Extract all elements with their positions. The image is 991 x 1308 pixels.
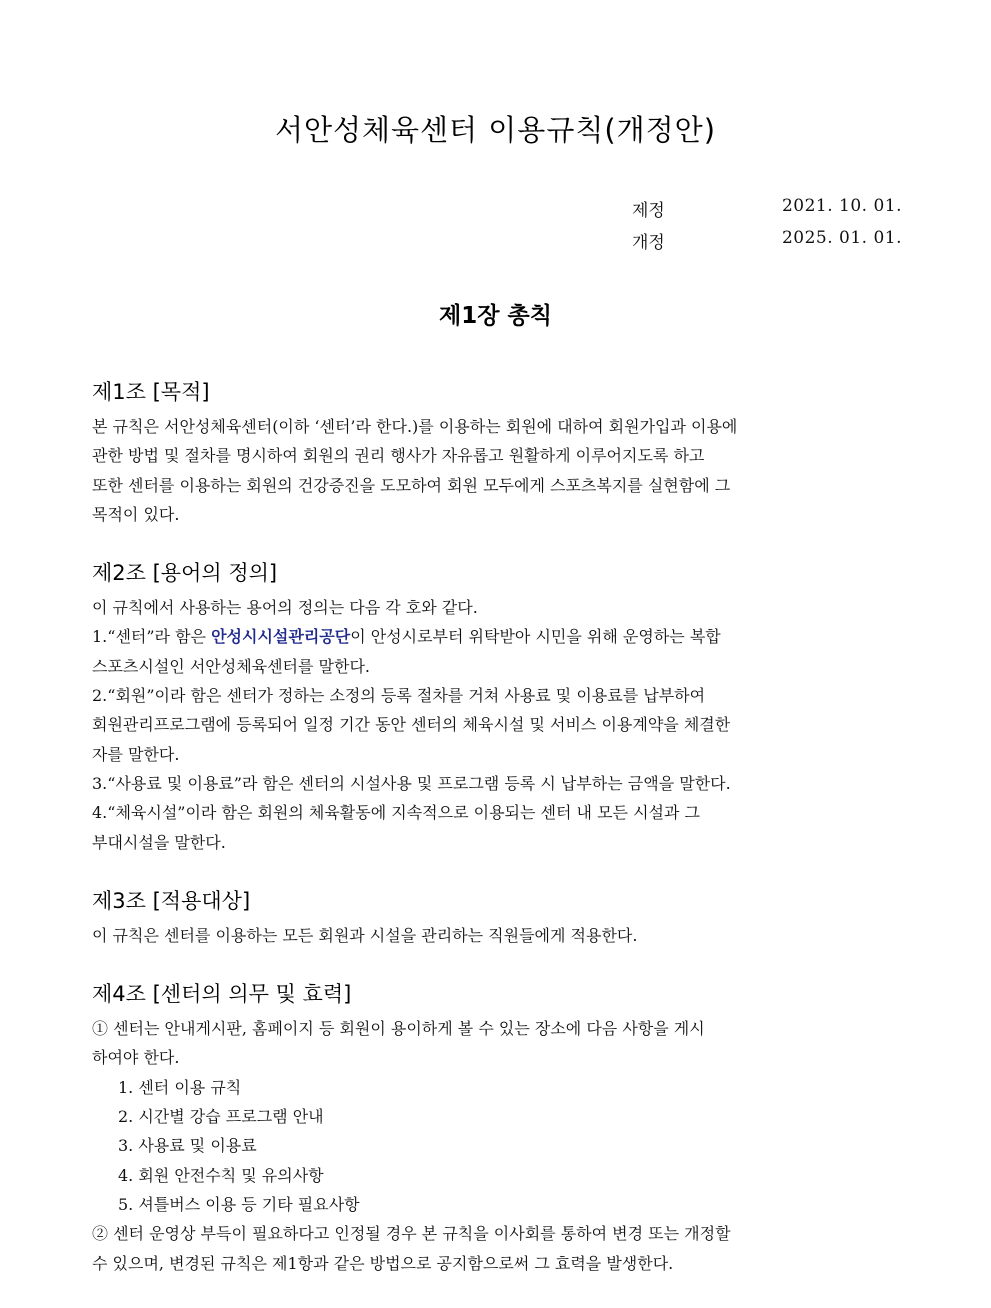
article-1	[92, 378, 902, 529]
document-title: 서안성체육센터 이용규칙(개정안)	[274, 113, 717, 147]
organization-name: 안성시시설관리공단	[211, 627, 351, 647]
definition-item-4: 4.“체육시설”이라 함은 회원의 체육활동에 지속적으로 이용되는 센터 내 모든 시설과 그	[92, 803, 700, 823]
posting-item: 5. 셔틀버스 이용 등 기타 필요사항	[118, 1194, 360, 1214]
article-2-heading: 제2조 [용어의 정의]	[92, 561, 278, 586]
definition-item-4-cont: 부대시설을 말한다.	[92, 832, 226, 852]
paragraph-1: ① 센터는 안내게시판, 홈페이지 등 회원이 용이하게 볼 수 있는 장소에 다음 사항을 게시	[92, 1019, 705, 1039]
revision-date-row	[632, 228, 902, 260]
definition-item-3: 3.“사용료 및 이용료”라 함은 센터의 시설사용 및 프로그램 등록 시 납부하는 금액을 말한다.	[92, 773, 731, 793]
article-3-heading: 제3조 [적용대상]	[92, 888, 251, 913]
article-1-line: 또한 센터를 이용하는 회원의 건강증진을 도모하여 회원 모두에게 스포츠복지를 실현함에 그	[92, 475, 731, 495]
posting-item: 2. 시간별 강습 프로그램 안내	[118, 1107, 324, 1127]
definition-item-1-text: 1.“센터”라 함은	[92, 627, 212, 647]
article-2	[92, 559, 902, 857]
posting-item: 4. 회원 안전수칙 및 유의사항	[118, 1165, 324, 1185]
article-3-line: 이 규칙은 센터를 이용하는 모든 회원과 시설을 관리하는 직원들에게 적용한다.	[92, 925, 638, 945]
definition-item-1-text: 이 안성시로부터 위탁받아 시민을 위해 운영하는 복합	[350, 627, 721, 647]
revision-label: 개정	[632, 233, 665, 253]
paragraph-1-cont: 하여야 한다.	[92, 1048, 180, 1068]
enactment-date: 2021. 10. 01.	[781, 196, 902, 216]
enactment-date-row	[632, 196, 902, 228]
article-4-heading: 제4조 [센터의 의무 및 효력]	[92, 982, 352, 1007]
enactment-label: 제정	[632, 201, 665, 221]
definition-item-1-cont: 스포츠시설인 서안성체육센터를 말한다.	[92, 656, 371, 676]
chapter-heading: 제1장 총칙	[439, 303, 552, 329]
date-block	[632, 196, 902, 260]
article-4	[92, 980, 902, 1278]
definition-item-2-cont: 자를 말한다.	[92, 744, 180, 764]
posting-item: 1. 센터 이용 규칙	[118, 1077, 242, 1097]
article-3	[92, 887, 902, 950]
article-1-line: 목적이 있다.	[92, 504, 180, 524]
article-1-line: 본 규칙은 서안성체육센터(이하 ‘센터’라 한다.)를 이용하는 회원에 대하여 회원가입과 이용에	[92, 417, 738, 436]
paragraph-2: ② 센터 운영상 부득이 필요하다고 인정될 경우 본 규칙을 이사회를 통하여 변경 또는 개정할	[92, 1224, 731, 1244]
articles-body	[92, 378, 902, 1308]
revision-date: 2025. 01. 01.	[781, 228, 902, 248]
posting-item: 3. 사용료 및 이용료	[118, 1136, 257, 1156]
article-1-heading: 제1조 [목적]	[92, 380, 210, 404]
paragraph-2-cont: 수 있으며, 변경된 규칙은 제1항과 같은 방법으로 공지함으로써 그 효력을 발생한다.	[92, 1253, 674, 1273]
definition-item-2: 2.“회원”이라 함은 센터가 정하는 소정의 등록 절차를 거쳐 사용료 및 이용료를 납부하여	[92, 686, 706, 706]
definition-item-2-cont: 회원관리프로그램에 등록되어 일정 기간 동안 센터의 체육시설 및 서비스 이용계약을 체결한	[92, 715, 731, 735]
article-2-intro: 이 규칙에서 사용하는 용어의 정의는 다음 각 호와 같다.	[92, 598, 478, 618]
definition-item-1	[92, 622, 902, 651]
article-1-line: 관한 방법 및 절차를 명시하여 회원의 권리 행사가 자유롭고 원활하게 이루어지도록 하고	[92, 446, 705, 466]
